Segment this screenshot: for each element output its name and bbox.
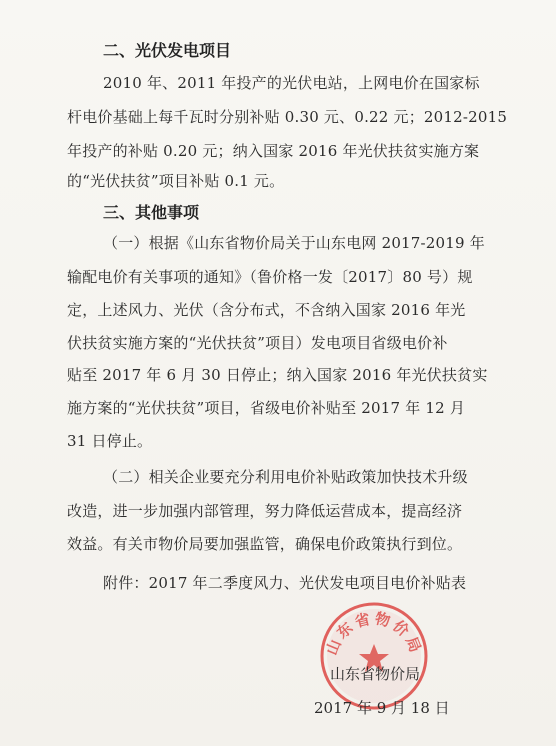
attachment-line: 附件：2017 年二季度风力、光伏发电项目电价补贴表 bbox=[103, 574, 467, 592]
text-line: 输配电价有关事项的通知》（鲁价格一发〔2017〕80 号）规 bbox=[67, 268, 473, 286]
text-line: 效益。有关市物价局要加强监管，确保电价政策执行到位。 bbox=[67, 535, 463, 553]
text-line: 2010 年、2011 年投产的光伏电站，上网电价在国家标 bbox=[103, 74, 480, 92]
signature-org: 山东省物价局 bbox=[330, 665, 421, 683]
section-heading-2: 二、光伏发电项目 bbox=[103, 41, 232, 60]
section-heading-3: 三、其他事项 bbox=[103, 203, 200, 222]
text-line: 定，上述风力、光伏（含分布式，不含纳入国家 2016 年光 bbox=[67, 301, 466, 319]
text-line: 伏扶贫实施方案的“光伏扶贫”项目）发电项目省级电价补 bbox=[67, 334, 448, 352]
text-line: 杆电价基础上每千瓦时分别补贴 0.30 元、0.22 元；2012-2015 bbox=[67, 108, 508, 126]
svg-text:山东省物价局: 山东省物价局 bbox=[322, 609, 426, 658]
text-line: 改造，进一步加强内部管理，努力降低运营成本，提高经济 bbox=[67, 502, 463, 520]
text-line: （二）相关企业要充分利用电价补贴政策加快技术升级 bbox=[103, 468, 468, 486]
text-line: 31 日停止。 bbox=[67, 432, 153, 450]
text-line: 贴至 2017 年 6 月 30 日停止；纳入国家 2016 年光伏扶贫实 bbox=[67, 366, 488, 384]
text-line: 的“光伏扶贫”项目补贴 0.1 元。 bbox=[67, 172, 285, 190]
official-seal-stamp bbox=[318, 600, 430, 712]
signature-date: 2017 年 9 月 18 日 bbox=[314, 699, 450, 717]
text-line: （一）根据《山东省物价局关于山东电网 2017-2019 年 bbox=[103, 234, 485, 252]
text-line: 施方案的“光伏扶贫”项目，省级电价补贴至 2017 年 12 月 bbox=[67, 399, 466, 417]
text-line: 年投产的补贴 0.20 元；纳入国家 2016 年光伏扶贫实施方案 bbox=[67, 142, 480, 160]
